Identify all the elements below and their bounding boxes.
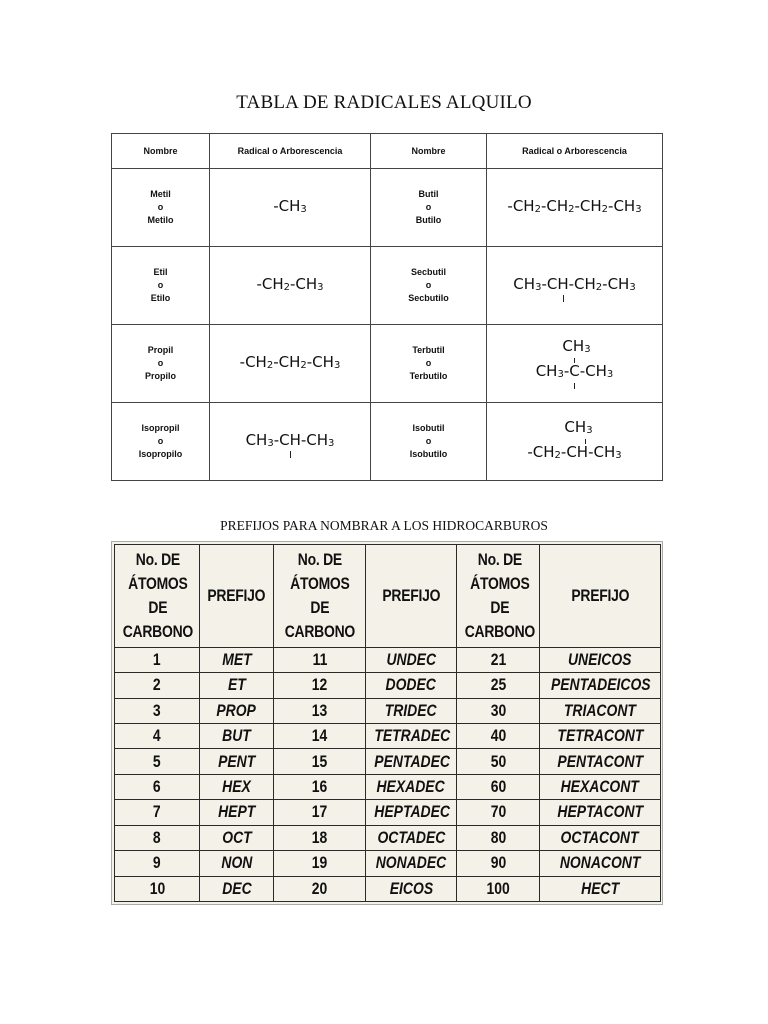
table-row: [112, 325, 663, 403]
formula-cell: [487, 403, 663, 481]
radical-name-alt: Butilo: [415, 215, 442, 225]
carbon-count-cell: 30: [457, 698, 540, 723]
formula-secbutil: $CH_3-CH-CH_2-CH_3$: [513, 275, 635, 297]
radical-name-cell: [112, 247, 210, 325]
prefix-cell: NONACONT: [540, 851, 661, 876]
radical-name-cell: [112, 325, 210, 403]
prefix-cell: PROP: [200, 698, 274, 723]
radical-name-alt: Secbutilo: [408, 293, 449, 303]
prefix-cell: ET: [200, 673, 274, 698]
formula-terbutil: $CH_3$ $CH_3-C-CH_3$: [536, 338, 614, 389]
radical-name-alt: Isopropilo: [138, 449, 183, 459]
table-row: [112, 247, 663, 325]
bond-line: [563, 295, 564, 302]
formula-etil: $-CH_2-CH_3$: [256, 275, 324, 293]
prefix-cell: UNEICOS: [540, 647, 661, 672]
prefix-cell: NONADEC: [366, 851, 457, 876]
header-prefijo: PREFIJO: [200, 545, 274, 648]
carbon-count-cell: 50: [457, 749, 540, 774]
radical-name: Isopropil: [141, 423, 180, 433]
table-row: [115, 698, 661, 723]
prefix-cell: TRIDEC: [366, 698, 457, 723]
radical-name-alt: Metilo: [147, 215, 174, 225]
prefix-cell: OCT: [200, 825, 274, 850]
formula-cell: [210, 403, 371, 481]
prefix-cell: OCTACONT: [540, 825, 661, 850]
prefix-header-row: [115, 545, 661, 648]
header-nombre: Nombre: [112, 134, 210, 169]
bond-line: [290, 451, 291, 458]
carbon-count-cell: 17: [274, 800, 366, 825]
table-row: [115, 647, 661, 672]
prefix-cell: DODEC: [366, 673, 457, 698]
formula-metil: $-CH_3$: [273, 197, 307, 215]
carbon-count-cell: 20: [274, 876, 366, 901]
prefix-cell: DEC: [200, 876, 274, 901]
radical-name: Butil: [418, 189, 439, 199]
carbon-count-cell: 2: [115, 673, 200, 698]
carbon-count-cell: 5: [115, 749, 200, 774]
carbon-count-cell: 3: [115, 698, 200, 723]
prefix-table-title: PREFIJOS PARA NOMBRAR A LOS HIDROCARBUROS: [220, 518, 548, 533]
prefix-cell: HEXACONT: [540, 774, 661, 799]
prefix-cell: EICOS: [366, 876, 457, 901]
carbon-count-cell: 6: [115, 774, 200, 799]
prefix-cell: HEXADEC: [366, 774, 457, 799]
formula-cell: [487, 169, 663, 247]
radical-name-cell: [112, 403, 210, 481]
header-radical: Radical o Arborescencia: [210, 134, 371, 169]
header-nombre: Nombre: [371, 134, 487, 169]
radical-name: Propil: [147, 345, 174, 355]
formula-propil: $-CH_2-CH_2-CH_3$: [239, 353, 341, 371]
radical-name: Secbutil: [410, 267, 446, 277]
carbon-count-cell: 100: [457, 876, 540, 901]
formula-cell: [210, 325, 371, 403]
prefix-cell: TETRADEC: [366, 723, 457, 748]
prefix-cell: PENTACONT: [540, 749, 661, 774]
radical-name-cell: [371, 403, 487, 481]
header-prefijo: PREFIJO: [366, 545, 457, 648]
formula-butil: $-CH_2-CH_2-CH_2-CH_3$: [507, 197, 642, 215]
table-row: [115, 774, 661, 799]
carbon-count-cell: 19: [274, 851, 366, 876]
formula-isobutil: $CH_3$ $-CH_2-CH-CH_3$: [527, 418, 622, 461]
header-radical: Radical o Arborescencia: [487, 134, 663, 169]
prefix-cell: OCTADEC: [366, 825, 457, 850]
page-title: TABLA DE RADICALES ALQUILO: [236, 92, 532, 113]
radicals-header-row: [112, 134, 663, 169]
prefix-cell: PENT: [200, 749, 274, 774]
radical-name: Etil: [153, 267, 168, 277]
radical-name: Isobutil: [412, 423, 445, 433]
table-row: [112, 403, 663, 481]
table-row: [115, 800, 661, 825]
prefix-cell: HEPTADEC: [366, 800, 457, 825]
carbon-count-cell: 21: [457, 647, 540, 672]
prefix-cell: TETRACONT: [540, 723, 661, 748]
carbon-count-cell: 10: [115, 876, 200, 901]
carbon-count-cell: 16: [274, 774, 366, 799]
carbon-count-cell: 14: [274, 723, 366, 748]
carbon-count-cell: 15: [274, 749, 366, 774]
formula-cell: [487, 247, 663, 325]
prefix-table: [114, 544, 661, 902]
prefix-cell: HEX: [200, 774, 274, 799]
radical-name-or: o: [425, 436, 432, 446]
carbon-count-cell: 12: [274, 673, 366, 698]
prefix-cell: NON: [200, 851, 274, 876]
table-row: [115, 673, 661, 698]
carbon-count-cell: 13: [274, 698, 366, 723]
radical-name-alt: Propilo: [145, 371, 176, 381]
radicals-table: [111, 133, 663, 481]
carbon-count-cell: 25: [457, 673, 540, 698]
carbon-count-cell: 60: [457, 774, 540, 799]
prefix-cell: TRIACONT: [540, 698, 661, 723]
table-row: [112, 169, 663, 247]
radical-name-cell: [371, 169, 487, 247]
radical-name-cell: [112, 169, 210, 247]
radical-name: Metil: [150, 189, 171, 199]
radical-name-alt: Isobutilo: [409, 449, 448, 459]
prefix-cell: UNDEC: [366, 647, 457, 672]
formula-isopropil: $CH_3-CH-CH_3$: [246, 431, 335, 453]
header-atoms-count: No. DE ÁTOMOS DE CARBONO: [115, 545, 200, 648]
carbon-count-cell: 80: [457, 825, 540, 850]
prefix-cell: MET: [200, 647, 274, 672]
table-row: [115, 876, 661, 901]
prefix-cell: BUT: [200, 723, 274, 748]
header-atoms-count: No. DE ÁTOMOS DE CARBONO: [457, 545, 540, 648]
formula-cell: [210, 169, 371, 247]
header-prefijo: PREFIJO: [540, 545, 661, 648]
carbon-count-cell: 4: [115, 723, 200, 748]
prefix-table-image: [111, 541, 663, 905]
radical-name-or: o: [157, 202, 164, 212]
carbon-count-cell: 70: [457, 800, 540, 825]
formula-cell: [210, 247, 371, 325]
prefix-cell: HEPTACONT: [540, 800, 661, 825]
radical-name-or: o: [425, 280, 432, 290]
radical-name: Terbutil: [412, 345, 445, 355]
carbon-count-cell: 18: [274, 825, 366, 850]
carbon-count-cell: 9: [115, 851, 200, 876]
carbon-count-cell: 7: [115, 800, 200, 825]
carbon-count-cell: 11: [274, 647, 366, 672]
prefix-cell: HECT: [540, 876, 661, 901]
prefix-cell: PENTADEICOS: [540, 673, 661, 698]
radical-name-or: o: [157, 358, 164, 368]
carbon-count-cell: 40: [457, 723, 540, 748]
carbon-count-cell: 8: [115, 825, 200, 850]
table-row: [115, 825, 661, 850]
formula-cell: [487, 325, 663, 403]
radical-name-cell: [371, 325, 487, 403]
prefix-cell: HEPT: [200, 800, 274, 825]
radical-name-or: o: [425, 358, 432, 368]
table-row: [115, 749, 661, 774]
radical-name-or: o: [157, 280, 164, 290]
carbon-count-cell: 90: [457, 851, 540, 876]
radical-name-alt: Terbutilo: [409, 371, 448, 381]
radical-name-alt: Etilo: [150, 293, 171, 303]
table-row: [115, 851, 661, 876]
radical-name-or: o: [425, 202, 432, 212]
radical-name-cell: [371, 247, 487, 325]
table-row: [115, 723, 661, 748]
carbon-count-cell: 1: [115, 647, 200, 672]
header-atoms-count: No. DE ÁTOMOS DE CARBONO: [274, 545, 366, 648]
radical-name-or: o: [157, 436, 164, 446]
prefix-cell: PENTADEC: [366, 749, 457, 774]
